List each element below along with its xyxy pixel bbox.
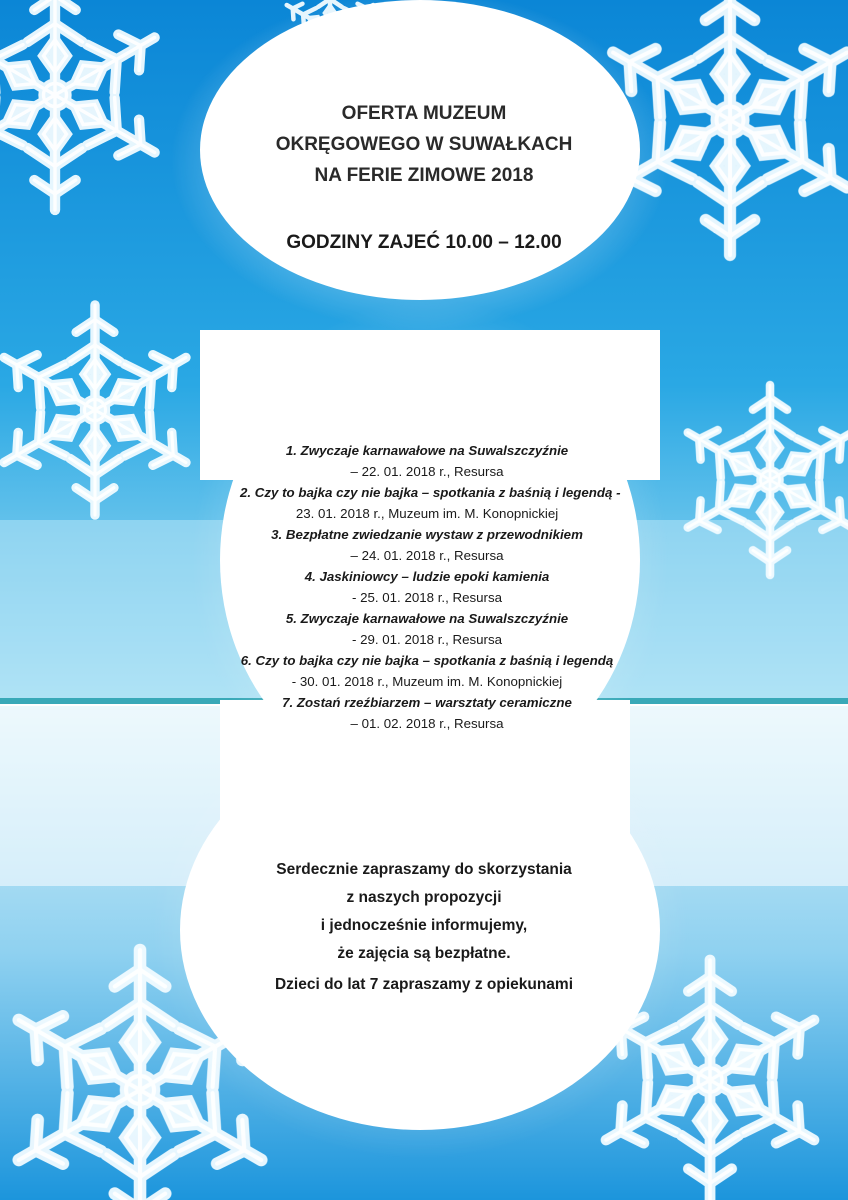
event-title: 6. Czy to bajka czy nie bajka – spotkania z baśnią i legendą	[240, 653, 614, 668]
class-hours: GODZINY ZAJEĆ 10.00 – 12.00	[286, 232, 562, 253]
event-title: 2. Czy to bajka czy nie bajka – spotkania z baśnią i legendą -	[240, 485, 621, 500]
invitation-line: i jednocześnie informujemy,	[320, 917, 528, 934]
event-title: 1. Zwyczaje karnawałowe na Suwalszczyźnie	[285, 443, 569, 458]
event-title: 5. Zwyczaje karnawałowe na Suwalszczyźnie	[285, 611, 569, 626]
title-line: OKRĘGOWEGO W SUWAŁKACH	[275, 134, 573, 155]
event-detail: – 01. 02. 2018 r., Resursa	[350, 716, 504, 731]
title-line: NA FERIE ZIMOWE 2018	[314, 165, 534, 186]
event-detail: - 25. 01. 2018 r., Resursa	[351, 590, 503, 605]
invitation-line: z naszych propozycji	[346, 889, 502, 906]
invitation-line: że zajęcia są bezpłatne.	[337, 945, 511, 962]
event-title: 4. Jaskiniowcy – ludzie epoki kamienia	[304, 569, 550, 584]
event-title: 7. Zostań rzeźbiarzem – warsztaty ceramiczne	[282, 695, 572, 710]
event-list	[240, 440, 621, 734]
title-line: OFERTA MUZEUM	[341, 103, 507, 124]
invitation-line: Serdecznie zapraszamy do skorzystania	[276, 861, 572, 878]
event-detail: - 29. 01. 2018 r., Resursa	[351, 632, 503, 647]
invitation-text	[0, 856, 848, 968]
event-detail: – 24. 01. 2018 r., Resursa	[350, 548, 504, 563]
event-detail: – 22. 01. 2018 r., Resursa	[350, 464, 504, 479]
event-title: 3. Bezpłatne zwiedzanie wystaw z przewodnikiem	[271, 527, 583, 542]
event-detail: - 30. 01. 2018 r., Muzeum im. M. Konopnickiej	[291, 674, 563, 689]
kids-note: Dzieci do lat 7 zapraszamy z opiekunami	[274, 976, 574, 993]
event-detail: 23. 01. 2018 r., Muzeum im. M. Konopnickiej	[295, 506, 559, 521]
poster-title	[0, 98, 848, 191]
